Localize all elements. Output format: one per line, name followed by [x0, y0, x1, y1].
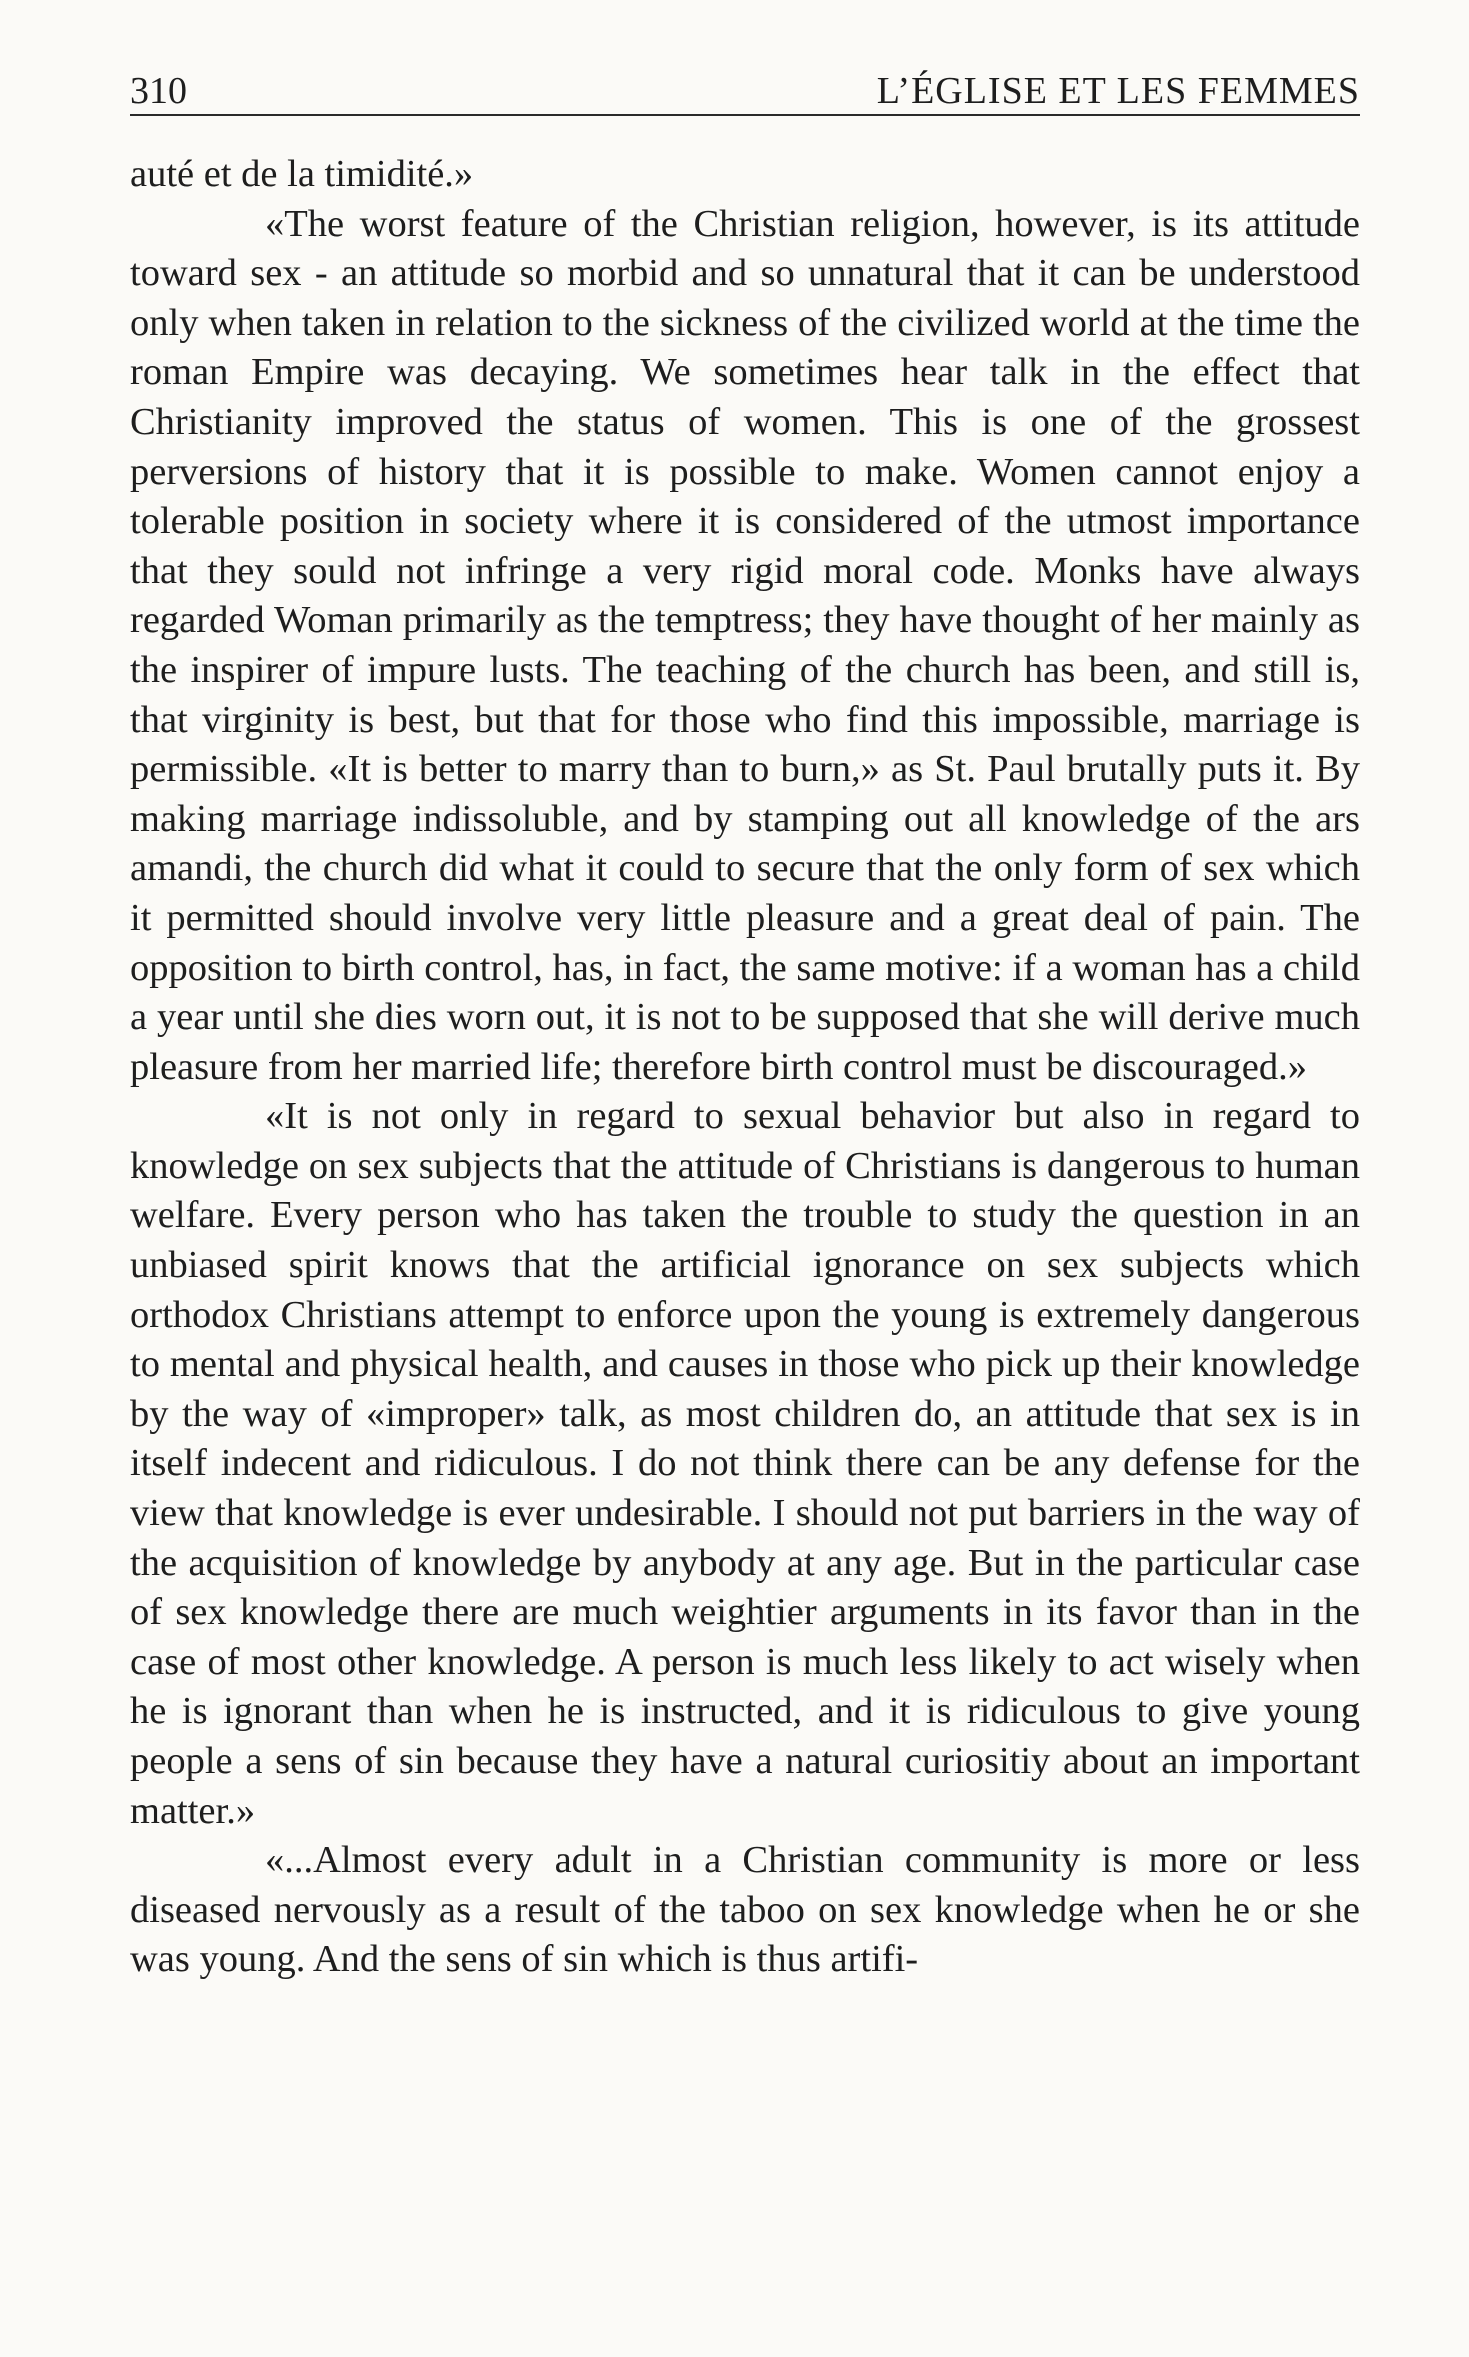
- page-number: 310: [130, 70, 187, 112]
- paragraph-quote-sex-knowledge: «It is not only in regard to sexual behavior but also in regard to knowledge on sex subjects that the attitude of Christians is dangerous to human welfare. Every person who has taken the trouble to study the question in an unbiased spirit knows that the artificial ignorance on sex subjects which orthodox Christians attempt to enforce upon the young is extremely dangerous to mental and physical health, and causes in those who pick up their knowledge by the way of «improper» talk, as most children do, an attitude that sex is in itself indecent and ridiculous. I do not think there can be any defense for the view that knowledge is ever undesirable. I should not put barriers in the way of the acquisition of knowledge by anybody at any age. But in the particular case of sex knowledge there are much weightier arguments in its favor than in the case of most other knowledge. A person is much less likely to act wisely when he is ignorant than when he is instructed, and it is ridiculous to give young people a sens of sin because they have a natural curiositiy about an important matter.»: [130, 1095, 1360, 1832]
- running-header: [130, 68, 1360, 116]
- running-title: L’ÉGLISE ET LES FEMMES: [876, 70, 1360, 112]
- paragraph-continuation: auté et de la timidité.»: [130, 153, 474, 195]
- body-text: [130, 150, 1360, 1985]
- paragraph-quote-christian-attitude: «The worst feature of the Christian religion, however, is its attitude toward sex - an attitude so morbid and so unnatural that it can be understood only when taken in relation to the sickness of the civilized world at the time the roman Empire was decaying. We sometimes hear talk in the effect that Christianity improved the status of women. This is one of the grossest perversions of history that it is possible to make. Women cannot enjoy a tolerable position in society where it is considered of the utmost importance that they sould not infringe a very rigid moral code. Monks have always regarded Woman primarily as the temptress; they have thought of her mainly as the inspirer of impure lusts. The teaching of the church has been, and still is, that virginity is best, but that for those who find this impossible, marriage is permissible. «It is better to marry than to burn,» as St. Paul brutally puts it. By making marriage indissoluble, and by stamping out all knowledge of the ars amandi, the church did what it could to secure that the only form of sex which it permitted should involve very little pleasure and a great deal of pain. The opposition to birth control, has, in fact, the same motive: if a woman has a child a year until she dies worn out, it is not to be supposed that she will derive much pleasure from her married life; therefore birth control must be discouraged.»: [130, 202, 1360, 1088]
- paragraph-quote-taboo: «...Almost every adult in a Christian community is more or less diseased nervously as a result of the taboo on sex knowledge when he or she was young. And the sens of sin which is thus artifi-: [130, 1839, 1360, 1981]
